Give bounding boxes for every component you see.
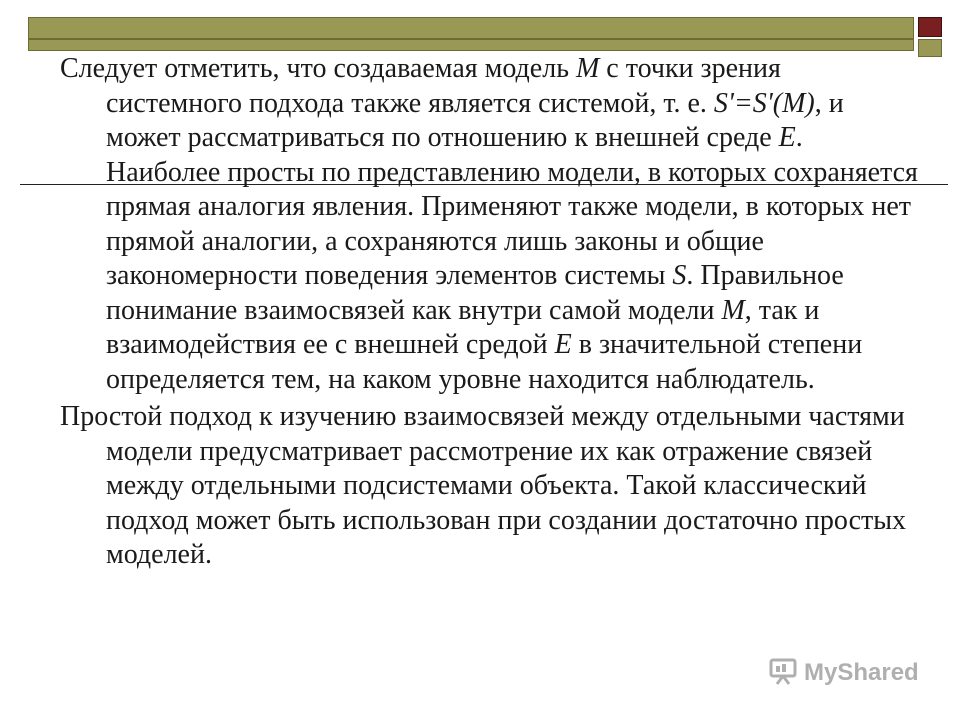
slide-body <box>60 52 920 573</box>
variable-e: Е <box>554 329 572 360</box>
watermark <box>768 655 938 691</box>
text-run: . Правильное понимание взаимосвязей как внутри самой модели <box>106 260 844 326</box>
header-olive-bar <box>28 17 914 51</box>
formula-s-prime: S'=S'(M) <box>713 87 815 119</box>
paragraph-1 <box>60 52 920 397</box>
watermark-text: MyShared <box>804 659 919 686</box>
text-run: Следует отметить, что создаваемая модель <box>60 53 576 84</box>
header-olive-square <box>918 39 942 57</box>
text-run: . Наиболее просты по представлению модели, в которых сохраняется прямая аналогия явления. Применяют также модели, в которых нет прямой аналогии, а сохраняются лишь законы и общие закономерности поведения элементов системы <box>106 122 918 291</box>
variable-s: S <box>672 260 687 291</box>
text-run: в значительной степени определяется тем, на каком уровне находится наблюдатель. <box>106 329 863 395</box>
variable-m: М <box>575 53 600 84</box>
text-run: , так и взаимодействия ее с внешней средой <box>106 294 820 360</box>
text-run: с точки зрения системного подхода также является системой, т. е. <box>106 53 781 119</box>
paragraph-2: Простой подход к изучению взаимосвязей между отдельными частями модели предусматривает рассмотрение их как отражение связей между отдельными подсистемами объекта. Такой классический подход может быть использован при создании достаточно простых моделей. <box>60 401 907 570</box>
variable-e: Е <box>778 122 796 153</box>
presentation-board-icon <box>768 656 798 691</box>
text-run: , и может рассматриваться по отношению к внешней среде <box>106 87 844 153</box>
variable-m: М <box>721 294 745 326</box>
header-dark-square <box>918 17 942 37</box>
